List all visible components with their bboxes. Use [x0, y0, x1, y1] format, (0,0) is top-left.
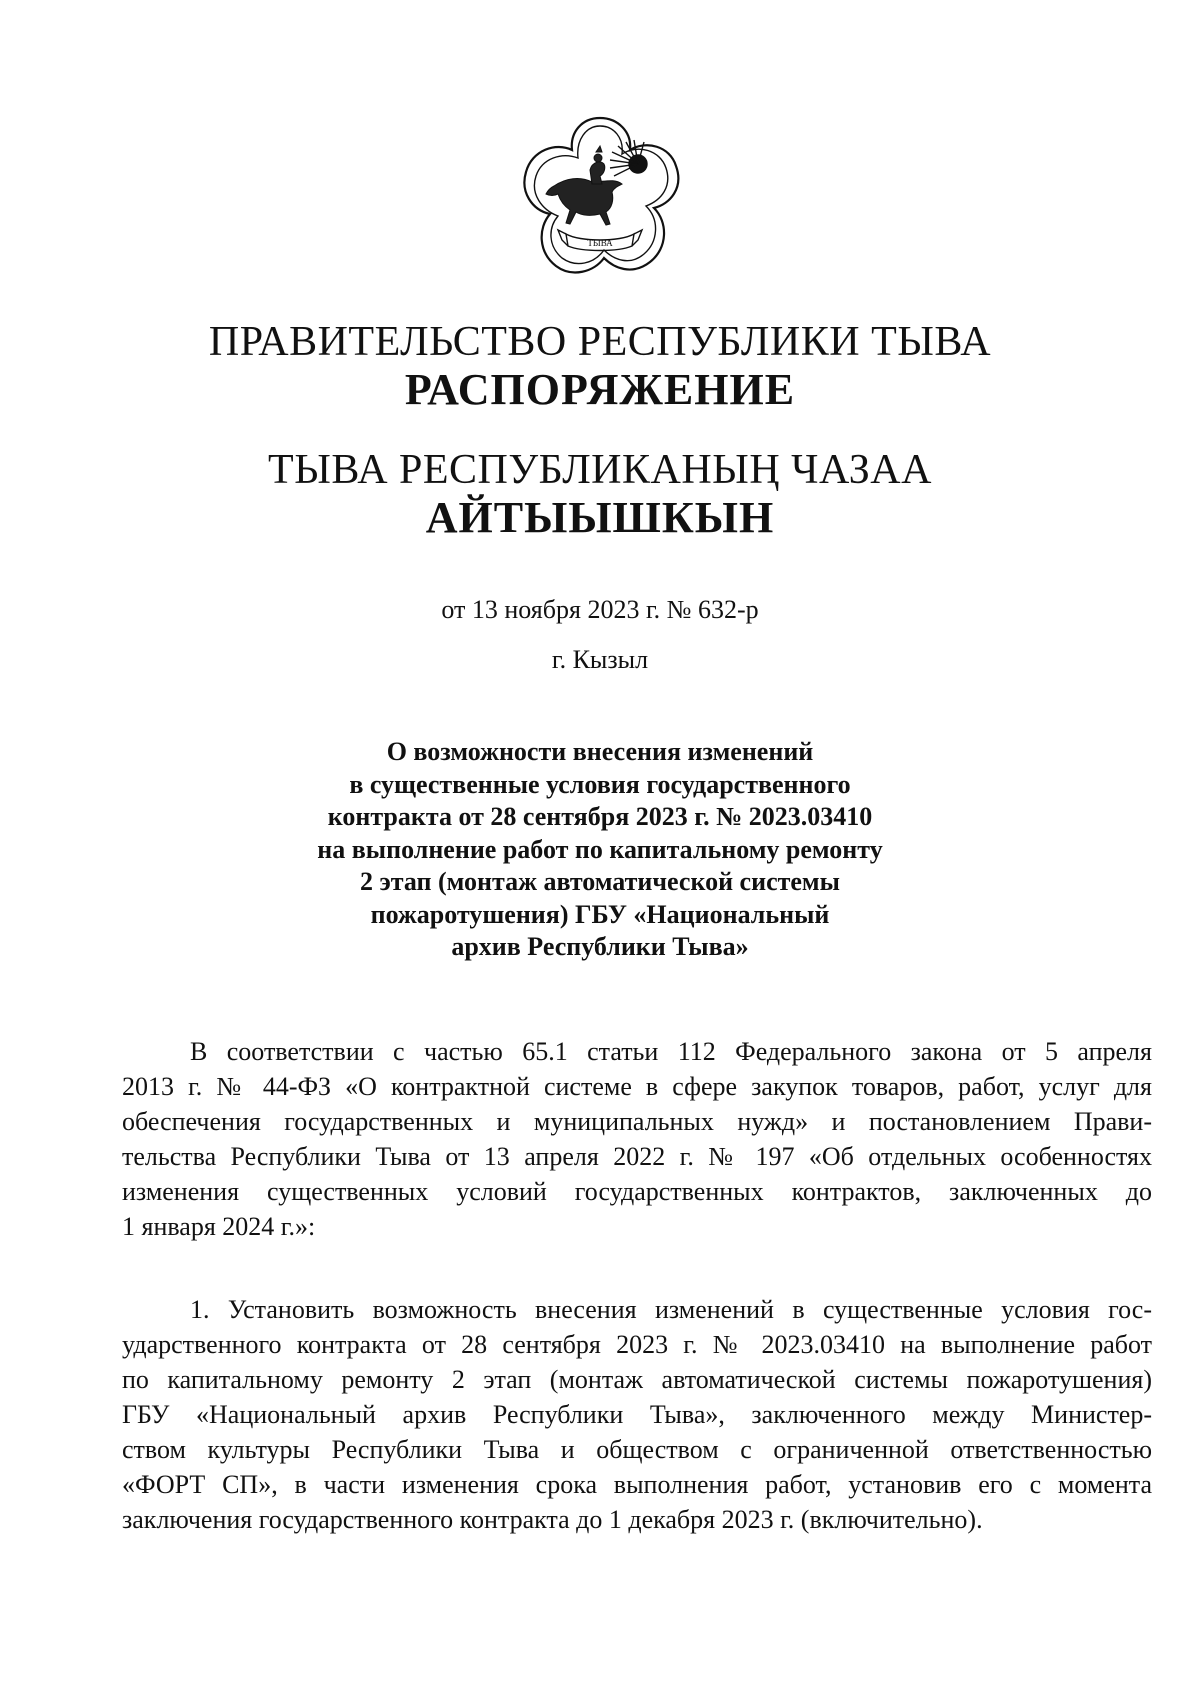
document-city: г. Кызыл	[551, 645, 649, 674]
subject-line: в существенные условия государственного	[349, 769, 851, 799]
paragraph-line: В соответствии с частью 65.1 статьи 112 Федерального закона от 5 апреля	[190, 1037, 1152, 1066]
subject-line: контракта от 28 сентября 2023 г. № 2023.03410	[327, 802, 873, 831]
coat-of-arms-emblem	[514, 112, 686, 284]
subject-line: 2 этап (монтаж автоматической системы	[360, 867, 840, 896]
subject-line: пожаротушения) ГБУ «Национальный	[370, 899, 830, 929]
document-type: РАСПОРЯЖЕНИЕ	[404, 365, 796, 414]
item-1-paragraph	[122, 1292, 1152, 1537]
svg-text:ТЫВА: ТЫВА	[587, 238, 613, 248]
paragraph-line: заключения государственного контракта до 1 декабря 2023 г. (включительно).	[122, 1505, 983, 1534]
paragraph-line: обеспечения государственных и муниципальных нужд» и постановлением Прави-	[122, 1107, 1152, 1136]
paragraph-line: 1. Установить возможность внесения изменений в существенные условия гос-	[190, 1295, 1152, 1324]
subject-line: О возможности внесения изменений	[386, 737, 814, 766]
document-subject	[0, 736, 1200, 964]
document-date-number: от 13 ноября 2023 г. № 632-р	[441, 595, 759, 624]
paragraph-line: 1 января 2024 г.»:	[122, 1212, 316, 1241]
paragraph-line: «ФОРТ СП», в части изменения срока выполнения работ, установив его с момента	[122, 1470, 1152, 1499]
document-type-tyvan: АЙТЫЫШКЫН	[425, 493, 775, 542]
tyva-coat-of-arms-icon	[514, 112, 686, 284]
government-title: ПРАВИТЕЛЬСТВО РЕСПУБЛИКИ ТЫВА	[208, 319, 992, 365]
paragraph-line: ударственного контракта от 28 сентября 2023 г. № 2023.03410 на выполнение работ	[122, 1330, 1152, 1359]
paragraph-line: тельства Республики Тыва от 13 апреля 2022 г. № 197 «Об отдельных особенностях	[122, 1142, 1152, 1171]
subject-line: архив Республики Тыва»	[451, 932, 749, 961]
paragraph-line: 2013 г. № 44-ФЗ «О контрактной системе в сфере закупок товаров, работ, услуг для	[122, 1072, 1152, 1101]
government-title-tyvan: ТЫВА РЕСПУБЛИКАНЫҢ ЧАЗАА	[268, 447, 932, 493]
paragraph-line: ГБУ «Национальный архив Республики Тыва», заключенного между Министер-	[122, 1400, 1152, 1429]
subject-line: на выполнение работ по капитальному ремонту	[317, 834, 883, 864]
paragraph-line: изменения существенных условий государственных контрактов, заключенных до	[122, 1177, 1152, 1206]
preamble-paragraph	[122, 1034, 1152, 1244]
paragraph-line: ством культуры Республики Тыва и обществом с ограниченной ответственностью	[122, 1435, 1152, 1464]
paragraph-line: по капитальному ремонту 2 этап (монтаж автоматической системы пожаротушения)	[122, 1365, 1152, 1394]
